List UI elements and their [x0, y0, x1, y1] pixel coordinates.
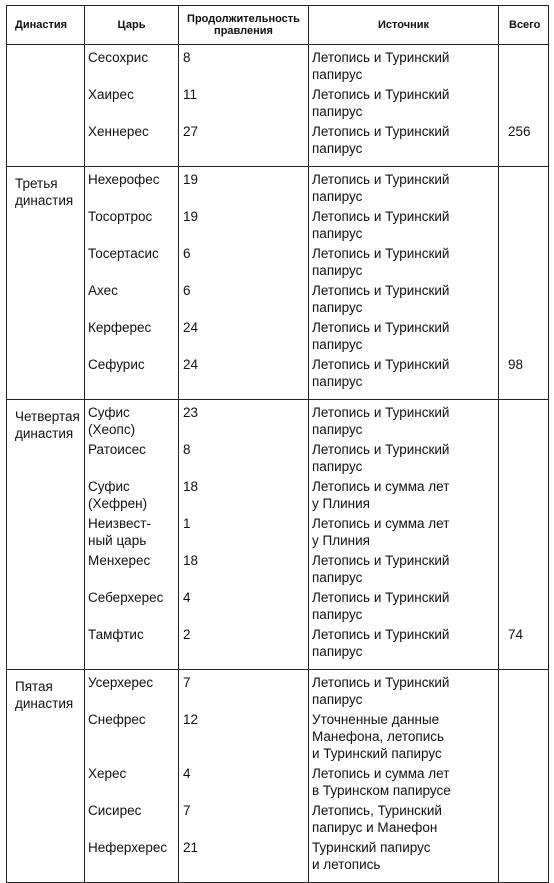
reign-years: 4 — [183, 766, 191, 781]
dynasty-total: 256 — [508, 124, 531, 139]
table-body — [7, 45, 549, 883]
king-item — [85, 839, 178, 876]
reign-years: 4 — [183, 590, 191, 605]
source-item — [309, 319, 498, 356]
king-name: Менхерес — [88, 553, 151, 568]
king-name: Неферхерес — [88, 840, 168, 855]
king-item — [85, 589, 178, 626]
years-item — [179, 86, 308, 123]
dynasty-group — [7, 167, 549, 400]
king-cell — [85, 45, 179, 167]
source-text-line: папирус — [312, 337, 363, 352]
king-item — [85, 245, 178, 282]
years-item — [179, 674, 308, 711]
reign-years: 12 — [183, 712, 199, 727]
reign-years: 24 — [183, 357, 199, 372]
source-text-line: Летопись, Туринский — [312, 803, 442, 818]
years-item — [179, 515, 308, 552]
dynasty-name-line: Пятая — [15, 679, 53, 694]
dynasty-name-line: Четвертая — [15, 409, 80, 424]
years-item — [179, 441, 308, 478]
source-text-line: Летопись и Туринский — [312, 405, 450, 420]
king-name: Тосертасис — [88, 246, 159, 261]
years-item — [179, 711, 308, 765]
source-text-line: Летопись и сумма лет — [312, 516, 450, 531]
source-text-line: Летопись и Туринский — [312, 357, 450, 372]
king-item — [85, 552, 178, 589]
source-item — [309, 674, 498, 711]
years-item — [179, 171, 308, 208]
reign-years: 6 — [183, 283, 191, 298]
king-item — [85, 441, 178, 478]
years-cell — [179, 167, 309, 400]
reign-years: 1 — [183, 516, 191, 531]
reign-years: 7 — [183, 675, 191, 690]
source-text-line: в Туринском папирусе — [312, 783, 451, 798]
source-item — [309, 711, 498, 765]
king-name: Ратоисес — [88, 442, 146, 457]
source-text-line: папирус — [312, 459, 363, 474]
dynasty-cell — [7, 45, 85, 167]
reign-years: 27 — [183, 124, 199, 139]
reign-years: 7 — [183, 803, 191, 818]
dynasty-group — [7, 670, 549, 883]
source-text-line: Туринский папирус — [312, 840, 431, 855]
total-cell — [499, 670, 549, 883]
king-item — [85, 802, 178, 839]
reign-years: 18 — [183, 553, 199, 568]
reign-years: 6 — [183, 246, 191, 261]
source-text-line: папирус — [312, 644, 363, 659]
source-item — [309, 802, 498, 839]
header-duration-line1: Продолжительность — [187, 13, 300, 25]
source-text-line: папирус — [312, 226, 363, 241]
header-king: Царь — [85, 6, 179, 45]
king-name: Хаирес — [88, 87, 134, 102]
king-item — [85, 171, 178, 208]
king-item — [85, 86, 178, 123]
header-duration-line2: правления — [214, 25, 273, 37]
reign-years: 24 — [183, 320, 199, 335]
king-name: Неизвест- — [88, 516, 151, 531]
source-text-line: Летопись и Туринский — [312, 246, 450, 261]
king-item — [85, 404, 178, 441]
source-cell — [309, 167, 499, 400]
source-item — [309, 86, 498, 123]
king-name: Ахес — [88, 283, 118, 298]
years-item — [179, 552, 308, 589]
source-item — [309, 626, 498, 663]
source-cell — [309, 670, 499, 883]
source-text-line: Летопись и сумма лет — [312, 479, 450, 494]
king-item — [85, 123, 178, 160]
source-text-line: Летопись и Туринский — [312, 590, 450, 605]
header-source: Источник — [309, 6, 499, 45]
king-name: Суфис — [88, 479, 130, 494]
header-dynasty: Династия — [7, 6, 85, 45]
dynasty-group — [7, 400, 549, 670]
source-text-line: Уточненные данные — [312, 712, 440, 727]
king-item — [85, 626, 178, 663]
header-duration — [179, 6, 309, 45]
king-item — [85, 319, 178, 356]
king-name: Сисирес — [88, 803, 142, 818]
dynasty-total: 74 — [508, 627, 524, 642]
years-item — [179, 49, 308, 86]
years-item — [179, 208, 308, 245]
source-text-line: Летопись и Туринский — [312, 172, 450, 187]
years-cell — [179, 45, 309, 167]
reign-years: 21 — [183, 840, 199, 855]
source-cell — [309, 45, 499, 167]
table-header-row — [7, 6, 549, 45]
years-item — [179, 589, 308, 626]
source-text-line: Летопись и Туринский — [312, 320, 450, 335]
source-item — [309, 356, 498, 393]
source-text-line: у Плиния — [312, 496, 370, 511]
reign-years: 2 — [183, 627, 191, 642]
king-name: Хеннерес — [88, 124, 149, 139]
years-item — [179, 319, 308, 356]
source-text-line: папирус — [312, 141, 363, 156]
years-cell — [179, 670, 309, 883]
source-text-line: и Туринский папирус — [312, 746, 442, 761]
years-item — [179, 802, 308, 839]
source-text-line: Летопись и Туринский — [312, 627, 450, 642]
king-name: Нехерофес — [88, 172, 160, 187]
source-item — [309, 208, 498, 245]
king-item — [85, 674, 178, 711]
source-item — [309, 478, 498, 515]
king-item — [85, 49, 178, 86]
source-item — [309, 171, 498, 208]
king-name: Суфис — [88, 405, 130, 420]
king-name: Сефурис — [88, 357, 145, 372]
king-name: Херес — [88, 766, 127, 781]
source-text-line: Манефона, летопись — [312, 729, 445, 744]
source-item — [309, 765, 498, 802]
source-text-line: Летопись и Туринский — [312, 675, 450, 690]
source-text-line: Летопись и Туринский — [312, 209, 450, 224]
source-text-line: Летопись и Туринский — [312, 124, 450, 139]
king-name: Тосортрос — [88, 209, 153, 224]
source-item — [309, 49, 498, 86]
source-text-line: папирус — [312, 300, 363, 315]
king-item — [85, 765, 178, 802]
source-text-line: Летопись и Туринский — [312, 87, 450, 102]
years-item — [179, 356, 308, 393]
reign-years: 11 — [183, 87, 198, 102]
king-name: Снефрес — [88, 712, 146, 727]
king-name: Себерхерес — [88, 590, 164, 605]
source-text-line: Летопись и Туринский — [312, 442, 450, 457]
dynasty-table — [6, 5, 549, 883]
dynasty-total: 98 — [508, 357, 524, 372]
years-item — [179, 765, 308, 802]
source-text-line: папирус — [312, 104, 363, 119]
reign-years: 19 — [183, 209, 199, 224]
source-text-line: Летопись и Туринский — [312, 50, 450, 65]
king-name: Сесохрис — [88, 50, 149, 65]
reign-years: 18 — [183, 479, 199, 494]
years-item — [179, 839, 308, 876]
source-item — [309, 282, 498, 319]
dynasty-group — [7, 45, 549, 167]
source-text-line: Летопись и Туринский — [312, 283, 450, 298]
source-text-line: папирус — [312, 374, 363, 389]
source-text-line: папирус — [312, 607, 363, 622]
king-name: (Хеопс) — [88, 422, 136, 437]
header-total: Всего — [499, 6, 549, 45]
source-item — [309, 839, 498, 876]
source-item — [309, 552, 498, 589]
source-item — [309, 245, 498, 282]
dynasty-cell — [7, 670, 85, 883]
king-item — [85, 282, 178, 319]
dynasty-name-line: династия — [15, 696, 74, 711]
king-name: ный царь — [88, 533, 147, 548]
source-item — [309, 441, 498, 478]
reign-years: 23 — [183, 405, 199, 420]
source-text-line: папирус — [312, 692, 363, 707]
king-cell — [85, 167, 179, 400]
dynasty-cell — [7, 167, 85, 400]
years-cell — [179, 400, 309, 670]
dynasty-cell — [7, 400, 85, 670]
king-name: Усерхерес — [88, 675, 154, 690]
source-item — [309, 404, 498, 441]
total-cell — [499, 400, 549, 670]
source-text-line: Летопись и сумма лет — [312, 766, 450, 781]
source-text-line: папирус — [312, 189, 363, 204]
dynasty-name-line: Третья — [15, 176, 58, 191]
years-item — [179, 478, 308, 515]
source-text-line: папирус — [312, 67, 363, 82]
source-text-line: и летопись — [312, 857, 381, 872]
reign-years: 19 — [183, 172, 199, 187]
king-cell — [85, 670, 179, 883]
source-text-line: Летопись и Туринский — [312, 553, 450, 568]
king-name: Тамфтис — [88, 627, 144, 642]
reign-years: 8 — [183, 50, 191, 65]
king-name: (Хефрен) — [88, 496, 148, 511]
reign-years: 8 — [183, 442, 191, 457]
source-text-line: у Плиния — [312, 533, 370, 548]
total-cell — [499, 45, 549, 167]
source-text-line: папирус — [312, 570, 363, 585]
source-item — [309, 515, 498, 552]
king-item — [85, 208, 178, 245]
source-text-line: папирус — [312, 263, 363, 278]
king-item — [85, 515, 178, 552]
source-item — [309, 123, 498, 160]
king-item — [85, 478, 178, 515]
source-text-line: папирус — [312, 422, 363, 437]
years-item — [179, 123, 308, 160]
source-text-line: папирус и Манефон — [312, 820, 438, 835]
years-item — [179, 626, 308, 663]
king-name: Керферес — [88, 320, 152, 335]
source-cell — [309, 400, 499, 670]
king-cell — [85, 400, 179, 670]
total-cell — [499, 167, 549, 400]
years-item — [179, 282, 308, 319]
dynasty-name-line: династия — [15, 426, 74, 441]
years-item — [179, 404, 308, 441]
source-item — [309, 589, 498, 626]
years-item — [179, 245, 308, 282]
king-item — [85, 711, 178, 765]
dynasty-name-line: династия — [15, 193, 74, 208]
king-item — [85, 356, 178, 393]
